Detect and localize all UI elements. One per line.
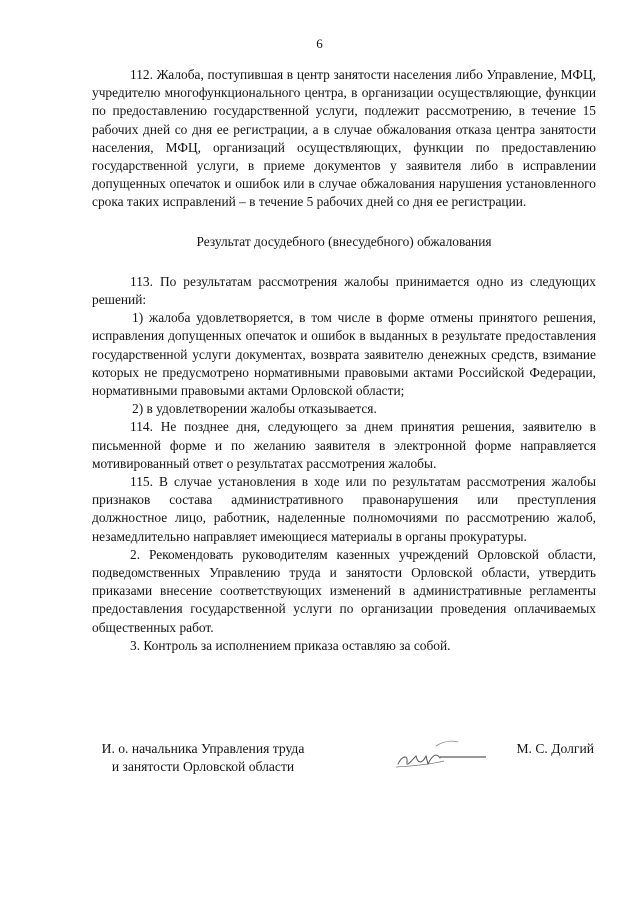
paragraph-113: 113. По результатам рассмотрения жалобы принимается одно из следующих решений: [92, 273, 596, 308]
signer-position [90, 740, 316, 776]
paragraph-115: 115. В случае установления в ходе или по результатам рассмотрения жалобы признаков состава административного правонарушения или преступления должностное лицо, работник, наделенные полномочиями по рассмотрению жалоб, незамедлительно направляет имеющиеся материалы в органы прокуратуры. [92, 474, 596, 544]
handwritten-signature [392, 734, 492, 774]
paragraph-114: 114. Не позднее дня, следующего за днем принятия решения, заявителю в письменной форме и по желанию заявителя в электронной форме направляется мотивированный ответ о результатах рассмотрения жалобы. [92, 419, 596, 471]
signer-position-line-1: И. о. начальника Управления труда [101, 741, 305, 756]
paragraph-112: 112. Жалоба, поступившая в центр занятости населения либо Управление, МФЦ, учредителю многофункционального центра, в организации осуществляющие, функции по предоставлению государственной услуги, подлежит рассмотрению, в течение 15 рабочих дней со дня ее регистрации, а в случае обжалования отказа центра занятости населения, МФЦ, организаций осуществляющих, функции по предоставлению государственной услуги, в приеме документов у заявителя либо в исправлении допущенных опечаток и ошибок или в случае обжалования нарушения установленного срока таких исправлений – в течение 5 рабочих дней со дня ее регистрации. [92, 67, 596, 210]
section-heading: Результат досудебного (внесудебного) обжалования [196, 233, 492, 249]
signer-name: М. С. Долгий [516, 741, 594, 756]
paragraph-3: 3. Контроль за исполнением приказа оставляю за собой. [130, 637, 451, 653]
paragraph-113-item-2: 2) в удовлетворении жалобы отказывается. [132, 401, 377, 417]
document-body [92, 66, 596, 655]
page-number: 6 [316, 36, 323, 51]
signer-position-line-2: и занятости Орловской области [111, 759, 295, 774]
signature-block [90, 740, 600, 780]
paragraph-2: 2. Рекомендовать руководителям казенных учреждений Орловской области, подведомственных Управлению труда и занятости Орловской области, утвердить приказами внесение соответствующих изменений в административные регламенты предоставления государственной услуги по организации проведения оплачиваемых общественных работ. [92, 546, 596, 635]
paragraph-113-item-1: 1) жалоба удовлетворяется, в том числе в форме отмены принятого решения, исправления допущенных опечаток и ошибок в выданных в результате предоставления государственной услуги документах, возврата заявителю денежных средств, взимание которых не предусмотрено нормативными правовыми актами Российской Федерации, нормативными правовыми актами Орловской области; [92, 310, 596, 399]
